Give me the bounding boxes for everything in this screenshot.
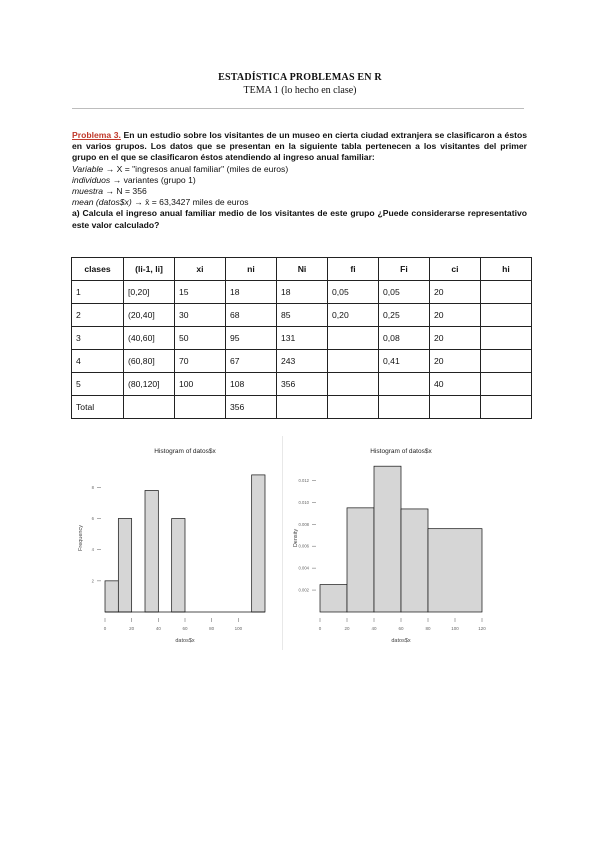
y-axis-label: Density xyxy=(293,528,299,548)
table-cell xyxy=(481,281,532,304)
table-cell: [0,20] xyxy=(124,281,175,304)
mean-line: mean (datos$x) → x̄ = 63,3427 miles de euros xyxy=(72,197,249,208)
table-cell: 3 xyxy=(72,327,124,350)
x-tick-label: 100 xyxy=(234,626,243,631)
table-cell: (40,60] xyxy=(124,327,175,350)
col-clases: clases xyxy=(72,258,124,281)
histogram-density xyxy=(287,436,502,650)
table-cell: 0,05 xyxy=(328,281,379,304)
table-cell: 18 xyxy=(226,281,277,304)
table-cell: (60,80] xyxy=(124,350,175,373)
table-cell: 18 xyxy=(277,281,328,304)
table-cell: 0,20 xyxy=(328,304,379,327)
problem-statement xyxy=(72,130,527,164)
y-tick-label: 0.010 xyxy=(298,499,309,505)
col-Ni: Ni xyxy=(277,258,328,281)
x-tick-label: 40 xyxy=(371,626,377,631)
y-tick-label: 8 xyxy=(91,484,94,490)
histogram-bar xyxy=(252,475,265,612)
table-cell: 0,05 xyxy=(379,281,430,304)
problem-section xyxy=(72,130,527,231)
table-cell xyxy=(328,373,379,396)
question-a: a) Calcula el ingreso anual familiar medio de los visitantes de este grupo ¿Puede considerarse representativo este valor calculado? xyxy=(72,208,527,230)
col-ci: ci xyxy=(430,258,481,281)
y-axis-label: Frequency xyxy=(78,525,84,551)
table-row xyxy=(72,350,532,373)
x-tick-label: 20 xyxy=(344,626,350,631)
table-cell: 20 xyxy=(430,304,481,327)
table-cell: 70 xyxy=(175,350,226,373)
table-cell: 20 xyxy=(430,350,481,373)
table-cell xyxy=(481,396,532,419)
table-cell: 85 xyxy=(277,304,328,327)
document-header xyxy=(0,72,600,96)
col-interval: (li-1, li] xyxy=(124,258,175,281)
col-ni: ni xyxy=(226,258,277,281)
table-cell xyxy=(430,396,481,419)
chart-title: Histogram of datos$x xyxy=(370,448,432,455)
table-cell xyxy=(124,396,175,419)
x-tick-label: 0 xyxy=(318,626,322,631)
table-cell: 0,25 xyxy=(379,304,430,327)
x-tick-label: 60 xyxy=(182,626,188,631)
histogram-bar xyxy=(374,466,401,612)
table-cell xyxy=(379,396,430,419)
table-cell: 50 xyxy=(175,327,226,350)
x-tick-label: 100 xyxy=(451,626,459,631)
histogram-bar xyxy=(172,519,185,612)
col-hi: hi xyxy=(481,258,532,281)
table-cell: 20 xyxy=(430,281,481,304)
col-fi: fi xyxy=(328,258,379,281)
table-cell xyxy=(481,373,532,396)
table-cell: 40 xyxy=(430,373,481,396)
table-cell: 2 xyxy=(72,304,124,327)
x-tick-label: 60 xyxy=(398,626,404,631)
table-row xyxy=(72,373,532,396)
individuals-line: individuos → variantes (grupo 1) xyxy=(72,174,196,185)
histogram-bar xyxy=(105,581,118,612)
table-cell: (20,40] xyxy=(124,304,175,327)
table-cell: (80,120] xyxy=(124,373,175,396)
table-cell: 0,08 xyxy=(379,327,430,350)
col-xi: xi xyxy=(175,258,226,281)
table-cell: 5 xyxy=(72,373,124,396)
y-tick-label: 2 xyxy=(91,578,94,584)
sample-line: muestra → N = 356 xyxy=(72,186,147,197)
table-cell: 243 xyxy=(277,350,328,373)
y-tick-label: 0.002 xyxy=(298,587,309,593)
table-cell: Total xyxy=(72,396,124,419)
histogram-bar xyxy=(320,585,347,612)
x-axis-label: datos$x xyxy=(391,638,411,644)
histogram-density-svg xyxy=(287,436,502,650)
chart-title: Histogram of datos$x xyxy=(154,448,216,455)
problem-label: Problema 3. xyxy=(72,130,121,140)
table-cell: 95 xyxy=(226,327,277,350)
table-cell xyxy=(328,396,379,419)
histogram-bar xyxy=(428,529,482,612)
problem-text: En un estudio sobre los visitantes de un museo en cierta ciudad extranjera se clasificaron a éstos en varios grupos. Los datos que se presentan en la siguiente tabla pertenecen a los visitantes del primer grupo en el que se clasificaron éstos atendiendo al ingreso anual familiar: xyxy=(72,130,527,163)
variable-line: Variable → X = "ingresos anual familiar" (miles de euros) xyxy=(72,163,289,174)
x-tick-label: 120 xyxy=(478,626,486,631)
table-row xyxy=(72,304,532,327)
y-tick-label: 4 xyxy=(91,547,94,553)
x-axis-label: datos$x xyxy=(175,638,195,644)
y-tick-label: 0.006 xyxy=(298,543,309,549)
table-row xyxy=(72,327,532,350)
table-cell: 0,41 xyxy=(379,350,430,373)
histogram-bar xyxy=(145,490,158,612)
document-subtitle: TEMA 1 (lo hecho en clase) xyxy=(243,85,357,96)
frequency-table xyxy=(71,257,532,419)
histogram-frequency xyxy=(72,436,283,650)
table-cell xyxy=(277,396,328,419)
y-tick-label: 0.008 xyxy=(298,521,309,527)
table-cell: 67 xyxy=(226,350,277,373)
table-cell: 100 xyxy=(175,373,226,396)
table-cell xyxy=(481,327,532,350)
y-tick-label: 0.012 xyxy=(298,477,309,483)
histogram-frequency-svg xyxy=(72,436,282,650)
table-cell: 108 xyxy=(226,373,277,396)
table-cell: 30 xyxy=(175,304,226,327)
table-cell: 4 xyxy=(72,350,124,373)
table-row xyxy=(72,281,532,304)
x-tick-label: 40 xyxy=(155,626,161,631)
col-Fi: Fi xyxy=(379,258,430,281)
table-cell: 131 xyxy=(277,327,328,350)
table-header-row xyxy=(72,258,532,281)
x-tick-label: 0 xyxy=(103,626,107,631)
table-cell: 356 xyxy=(226,396,277,419)
histogram-bar xyxy=(401,509,428,612)
table-cell: 20 xyxy=(430,327,481,350)
table-row xyxy=(72,396,532,419)
x-tick-label: 80 xyxy=(209,626,215,631)
table-cell xyxy=(328,327,379,350)
x-tick-label: 80 xyxy=(425,626,431,631)
table-cell: 1 xyxy=(72,281,124,304)
table-cell: 356 xyxy=(277,373,328,396)
x-tick-label: 20 xyxy=(129,626,135,631)
document-title: ESTADÍSTICA PROBLEMAS EN R xyxy=(218,72,382,83)
table-cell xyxy=(481,350,532,373)
histogram-bar xyxy=(347,508,374,612)
table-cell xyxy=(175,396,226,419)
y-tick-label: 0.004 xyxy=(298,565,309,571)
header-divider xyxy=(72,108,524,109)
histogram-bar xyxy=(118,519,131,612)
table-cell xyxy=(328,350,379,373)
y-tick-label: 6 xyxy=(91,516,94,522)
table-cell xyxy=(481,304,532,327)
table-cell: 68 xyxy=(226,304,277,327)
table-cell: 15 xyxy=(175,281,226,304)
table-cell xyxy=(379,373,430,396)
